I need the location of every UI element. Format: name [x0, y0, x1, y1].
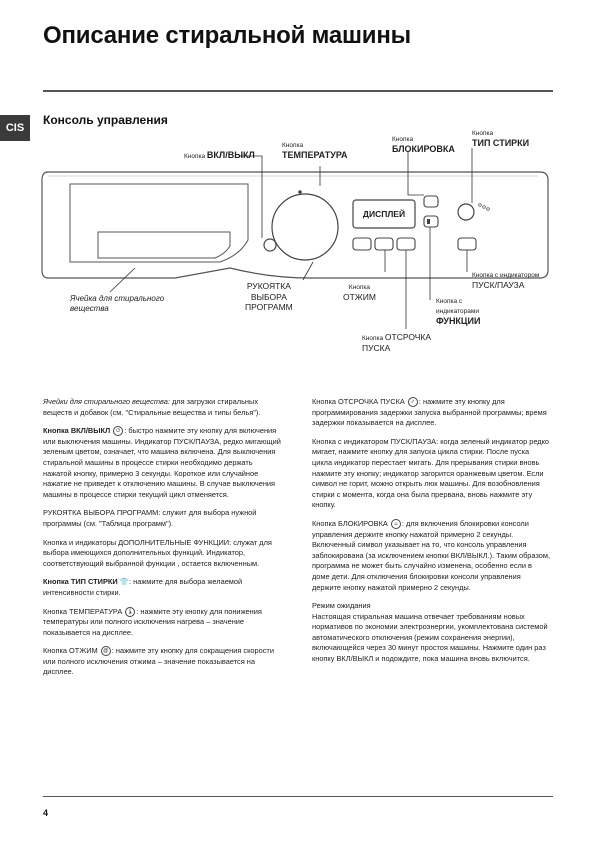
paragraph-functions: Кнопка и индикаторы ДОПОЛНИТЕЛЬНЫЕ ФУНКЦИИ: служат для выбора имеющихся дополнительных функций. Индикатор, соответствующий выбранной функции , остается включенным. [43, 537, 272, 568]
paragraph-power: Кнопка ВКЛ/ВЫКЛ ⏻ : быстро нажмите эту кнопку для включения или выключения машины. Индикатор ПУСК/ПАУЗА, редко мигающий зеленым цветом, означает, что машина включена. Для выключения стиральной машины в процессе стирки необходимо держать нажатой кнопку, примерно 3 секунды. Короткое или случайное нажатие не приведет к отключению машины. В случае выключения машины в процессе стирки текущий цикл отменяется. [43, 426, 281, 499]
paragraph-start-pause: Кнопка с индикатором ПУСК/ПАУЗА: когда зеленый индикатор редко мигает, нажмите кнопку для запуска цикла стирки. После пуска цикла индикатор перестает мигать. Для прерывания стирки вновь нажмите эту кнопку; индикатор загорится оранжевым цветом. Если символ не горит, можно открыть люк машины. Для возобновления стирки с момента, когда она была прервана, вновь нажмите эту кнопку. [312, 436, 550, 510]
control-panel-diagram [0, 0, 595, 380]
delay-start-button [397, 238, 415, 250]
lock-button [424, 196, 438, 207]
paragraph-lock: Кнопка БЛОКИРОВКА ☺ : для включения блокировки консоли управления держите кнопку нажатой примерно 2 секунды. Включенный символ указывает на то, что консоль управления заблокирована (за исключением кнопки ВКЛ/ВЫКЛ.). Таким образом, программа не может быть случайно изменена, особенно если в доме дети. Для отключения блокировки консоли управления держите кнопку нажатой примерно 2 секунды. [312, 518, 550, 592]
label-lock-button: Кнопка БЛОКИРОВКА [392, 136, 455, 155]
section-subtitle: Консоль управления [43, 113, 168, 127]
wash-type-button [458, 204, 474, 220]
label-power-button: Кнопка ВКЛ/ВЫКЛ [184, 150, 255, 160]
power-button [264, 239, 276, 251]
footer-rule [43, 796, 553, 797]
lock-icon: ☺ [391, 519, 401, 529]
paragraph-spin: Кнопка ОТЖИМ @ : нажмите эту кнопку для сокращения скорости или полного исключения отжима – значение показывается на дисплее. [43, 646, 274, 677]
label-wash-type-button: Кнопка ТИП СТИРКИ [472, 130, 530, 149]
paragraph-wash-type: Кнопка ТИП СТИРКИ 👕: нажмите для выбора желаемой интенсивности стирки. [43, 577, 243, 597]
page-number: 4 [43, 808, 49, 818]
right-text-column [312, 397, 550, 673]
paragraph-program-knob: РУКОЯТКА ВЫБОРА ПРОГРАММ: служит для выбора нужной программы (см. "Таблица программ"). [43, 508, 257, 528]
function-button [424, 216, 438, 227]
label-temperature-button: Кнопка ТЕМПЕРАТУРА [282, 142, 348, 161]
paragraph-detergent: Ячейки для стирального вещества: для загрузки стиральных веществ и добавок (см. "Стиральные вещества и типы белья"). [43, 397, 261, 417]
label-start-pause-button: Кнопка с индикатором ПУСК/ПАУЗА [472, 272, 540, 291]
label-program-knob: РУКОЯТКА ВЫБОРА ПРОГРАММ [245, 281, 293, 313]
display-label: ДИСПЛЕЙ [362, 209, 406, 219]
thermometer-icon: 🌡 [127, 608, 134, 615]
detergent-drawer [70, 184, 248, 262]
spin-icon: @ [101, 646, 111, 656]
paragraph-standby: Режим ожидания Настоящая стиральная машина отвечает требованиям новых нормативов по экономии электроэнергии, укомплектована системой автоматического отключения (режим сохранения энергии), включающейся через 30 минут простоя машины. Нажмите один раз кнопку ВКЛ/ВЫКЛ и подождите, пока машина вновь включится. [312, 601, 548, 664]
section-tab: CIS [0, 115, 30, 141]
power-icon: ⏻ [113, 426, 123, 436]
paragraph-temperature: Кнопка ТЕМПЕРАТУРА 🌡 : нажмите эту кнопку для понижения температуры или полного исключения нагрева – значение показывается на дисплее. [43, 606, 262, 637]
label-detergent-drawer: Ячейка для стирального вещества [70, 294, 165, 313]
label-spin-button: Кнопка ОТЖИМ [343, 284, 376, 303]
label-function-button: Кнопка с индикаторами ФУНКЦИИ [436, 298, 481, 327]
page-title: Описание стиральной машины [43, 22, 411, 49]
spin-button [375, 238, 393, 250]
label-delay-start-button: Кнопка ОТСРОЧКА ПУСКА [362, 332, 432, 354]
paragraph-delay-start: Кнопка ОТСРОЧКА ПУСКА ✓ : нажмите эту кнопку для программирования задержки запуска выбранной программы; время задержки показывается на дисплее. [312, 397, 547, 428]
left-text-column [43, 397, 281, 686]
start-pause-button [458, 238, 476, 250]
tshirt-icon: 👕 [119, 577, 130, 587]
clock-icon: ✓ [408, 397, 418, 407]
drawer-handle [98, 232, 230, 258]
program-knob [272, 194, 338, 260]
temperature-button [353, 238, 371, 250]
